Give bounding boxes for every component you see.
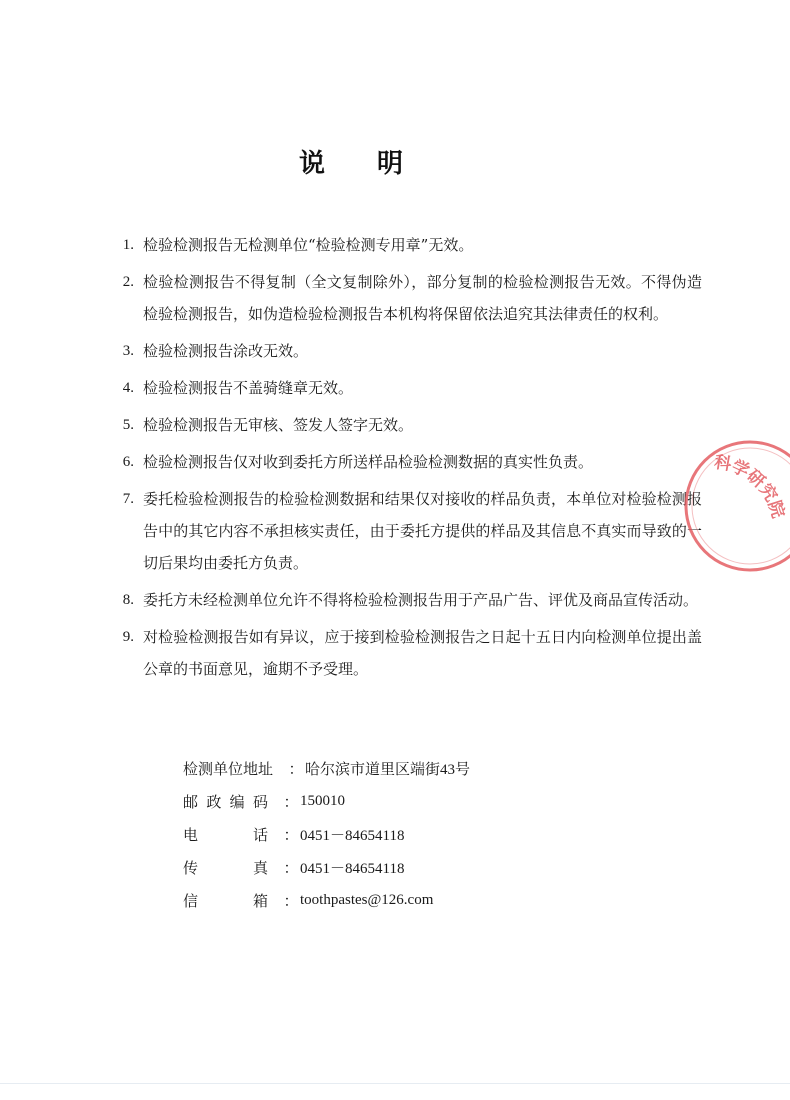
- page-bottom-edge: [0, 1083, 790, 1084]
- note-number: 1.: [122, 237, 134, 253]
- note-text: 检验检测报告涂改无效。: [143, 342, 309, 360]
- note-text: 检验检测报告无检测单位“检验检测专用章”无效。: [143, 236, 474, 254]
- note-number: 4.: [122, 380, 134, 396]
- page-title: 说明: [298, 149, 455, 179]
- contact-colon: ：: [283, 892, 299, 910]
- note-item: [112, 621, 702, 685]
- contact-postcode-label: 邮 政 编 码: [183, 793, 268, 811]
- note-number: 8.: [122, 592, 134, 608]
- contact-info: [183, 752, 603, 917]
- contact-address-label: 检测单位地址: [183, 760, 274, 778]
- note-item: [112, 409, 702, 441]
- note-number: 9.: [122, 629, 134, 645]
- contact-email-value: toothpastes@126.com: [300, 892, 434, 908]
- note-text: 委托检验检测报告的检验检测数据和结果仅对接收的样品负责，本单位对检验检测报告中的其它内容不承担核实责任，由于委托方提供的样品及其信息不真实而导致的一切后果均由委托方负责。: [143, 490, 702, 572]
- note-number: 2.: [122, 274, 134, 290]
- contact-email-row: [183, 884, 603, 917]
- note-text: 检验检测报告仅对收到委托方所送样品检验检测数据的真实性负责。: [143, 453, 594, 471]
- contact-fax-row: [183, 851, 603, 884]
- note-number: 7.: [122, 491, 134, 507]
- contact-postcode-value: 150010: [300, 793, 345, 809]
- contact-address-row: [183, 752, 603, 785]
- contact-colon: ：: [283, 826, 299, 844]
- note-item: [112, 446, 702, 478]
- note-item: [112, 483, 702, 579]
- contact-colon: ：: [288, 760, 304, 778]
- notes-list: [112, 229, 702, 690]
- note-number: 3.: [122, 343, 134, 359]
- contact-email-label: 信 箱: [183, 892, 268, 910]
- contact-colon: ：: [283, 859, 299, 877]
- note-number: 6.: [122, 454, 134, 470]
- note-item: [112, 266, 702, 330]
- contact-phone-label: 电 话: [183, 826, 268, 844]
- note-text: 委托方未经检测单位允许不得将检验检测报告用于产品广告、评优及商品宣传活动。: [143, 591, 699, 609]
- contact-colon: ：: [283, 793, 299, 811]
- contact-phone-row: [183, 818, 603, 851]
- svg-text:科学研究院: 科学研究院: [712, 452, 788, 521]
- contact-address-value: 哈尔滨市道里区端街43号: [305, 762, 471, 778]
- note-text: 检验检测报告不盖骑缝章无效。: [143, 379, 354, 397]
- contact-fax-label: 传 真: [183, 859, 268, 877]
- note-text: 检验检测报告无审核、签发人签字无效。: [143, 416, 414, 434]
- contact-postcode-row: [183, 785, 603, 818]
- note-item: [112, 229, 702, 261]
- note-text: 对检验检测报告如有异议，应于接到检验检测报告之日起十五日内向检测单位提出盖公章的书面意见，逾期不予受理。: [143, 628, 702, 678]
- note-number: 5.: [122, 417, 134, 433]
- contact-phone-value: 0451－84654118: [300, 828, 405, 844]
- note-item: [112, 335, 702, 367]
- note-item: [112, 372, 702, 404]
- note-item: [112, 584, 702, 616]
- contact-fax-value: 0451－84654118: [300, 861, 405, 877]
- note-text: 检验检测报告不得复制（全文复制除外），部分复制的检验检测报告无效。不得伪造检验检测报告，如伪造检验检测报告本机构将保留依法追究其法律责任的权利。: [143, 273, 702, 323]
